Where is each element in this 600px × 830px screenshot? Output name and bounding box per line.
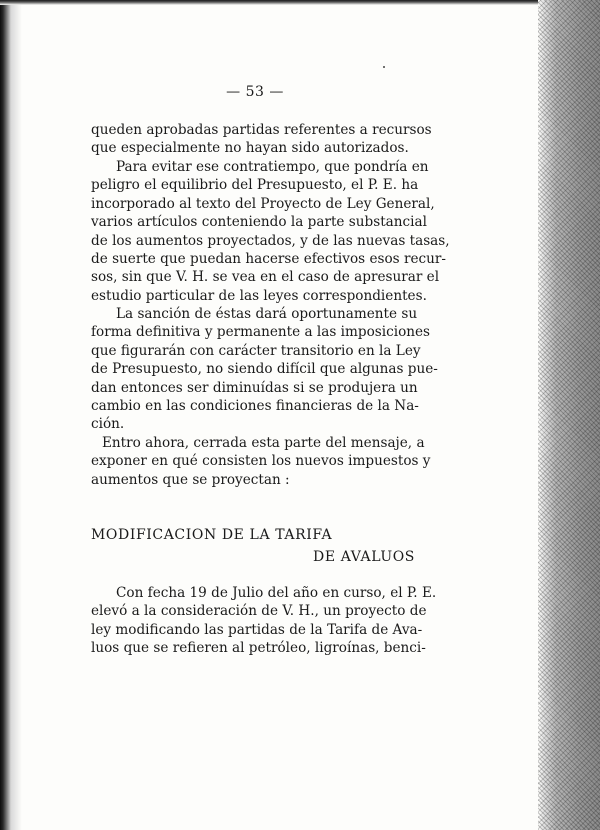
text-line: de los aumentos proyectados, y de las nuevas tasas,	[91, 232, 450, 249]
text-line: dan entonces ser diminuídas si se produjera un	[91, 379, 418, 396]
text-line: varios artículos conteniendo la parte substancial	[91, 214, 427, 231]
text-line: incorporado al texto del Proyecto de Ley General,	[91, 195, 435, 212]
text-line: elevó a la consideración de V. H., un proyecto de	[91, 603, 427, 620]
text-line: queden aprobadas partidas referentes a recursos	[91, 122, 432, 138]
text-line: de suerte que puedan hacerse efectivos esos recur-	[91, 251, 446, 268]
text-line: luos que se refieren al petróleo, ligroínas, benci-	[91, 640, 426, 657]
section-heading: MODIFICACION DE LA TARIFA	[91, 527, 333, 543]
section-heading-continuation: DE AVALUOS	[313, 549, 415, 565]
text-line: exponer en qué consisten los nuevos impuestos y	[91, 453, 431, 470]
text-line: La sanción de éstas dará oportunamente su	[116, 306, 418, 322]
paragraph-entro-ahora	[91, 434, 431, 489]
text-line: Entro ahora, cerrada esta parte del mensaje, a	[102, 435, 425, 451]
text-line: ley modificando las partidas de la Tarifa de Ava-	[91, 621, 423, 638]
text-line: estudio particular de las leyes correspondientes.	[91, 287, 427, 304]
text-line: cambio en las condiciones financieras de la Na-	[91, 398, 419, 415]
text-line: aumentos que se proyectan :	[91, 471, 290, 488]
page-top-shadow	[0, 0, 600, 5]
text-line: peligro el equilibrio del Presupuesto, el P. E. ha	[91, 177, 419, 194]
text-line: Para evitar ese contratiempo, que pondría en	[116, 159, 429, 175]
ink-speck	[383, 66, 385, 68]
page-binding-shadow	[0, 0, 22, 830]
text-line: de Presupuesto, no siendo difícil que algunas pue-	[91, 361, 438, 378]
paragraph-tarifa	[91, 584, 437, 658]
paragraph-contratiempo	[91, 158, 450, 305]
text-line: sos, sin que V. H. se vea en el caso de apresurar el	[91, 269, 440, 286]
page-number: — 53 —	[226, 84, 284, 100]
text-line: ción.	[91, 416, 125, 433]
text-line: que especialmente no hayan sido autorizados.	[91, 140, 409, 157]
page-edge-scan-noise	[538, 0, 600, 830]
text-line: forma definitiva y permanente a las imposiciones	[91, 324, 431, 341]
paragraph-sancion	[91, 305, 438, 434]
text-line: Con fecha 19 de Julio del año en curso, el P. E.	[116, 585, 437, 601]
paragraph-continuation	[91, 121, 432, 158]
text-line: que figurarán con carácter transitorio en la Ley	[91, 342, 421, 359]
